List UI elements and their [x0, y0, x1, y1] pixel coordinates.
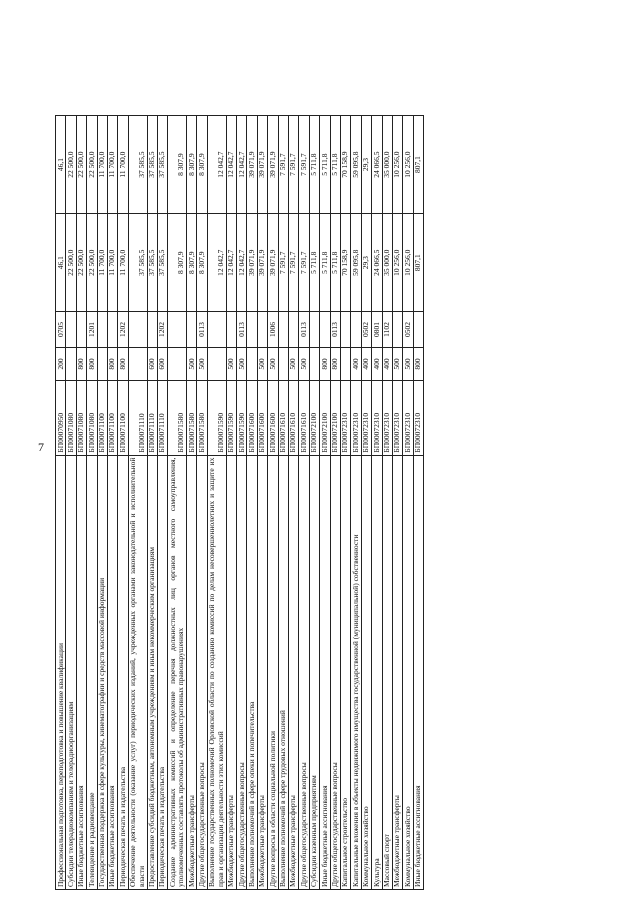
row-target-article-cell: БП00071580 [168, 381, 187, 455]
row-section-cell [351, 312, 361, 348]
row-amount-1-cell: 22 500,0 [76, 214, 86, 312]
row-section-cell: 0113 [237, 312, 247, 348]
table-row [288, 116, 298, 890]
row-amount-1-cell: 5 711,8 [330, 214, 340, 312]
row-amount-2-cell: 7 591,7 [299, 116, 309, 214]
row-target-article-cell: БП00071600 [257, 381, 267, 455]
row-target-article-cell: БП00071610 [278, 381, 288, 455]
row-amount-1-cell: 39 071,9 [268, 214, 278, 312]
row-target-article-cell: БП00072310 [372, 381, 382, 455]
row-amount-2-cell: 70 158,9 [340, 116, 350, 214]
row-section-cell: 0801 [372, 312, 382, 348]
row-amount-2-cell: 46,1 [56, 116, 66, 214]
row-amount-2-cell: 7 591,7 [278, 116, 288, 214]
row-name-cell: Другие общегосударственные вопросы [237, 455, 247, 889]
row-amount-2-cell: 807,1 [413, 116, 423, 214]
row-section-cell: 0113 [330, 312, 340, 348]
row-target-article-cell: БП00071110 [147, 381, 157, 455]
row-expense-type-cell: 800 [76, 347, 86, 380]
row-amount-1-cell: 7 591,7 [278, 214, 288, 312]
row-section-cell: 0705 [56, 312, 66, 348]
row-amount-1-cell: 11 700,0 [97, 214, 107, 312]
row-target-article-cell: БП00071100 [107, 381, 117, 455]
row-amount-2-cell: 37 585,5 [128, 116, 147, 214]
row-expense-type-cell: 800 [320, 347, 330, 380]
table-row [268, 116, 278, 890]
row-amount-1-cell: 37 585,5 [128, 214, 147, 312]
row-name-cell: Другие общегосударственные вопросы [330, 455, 340, 889]
row-name-cell: Другие общегосударственные вопросы [299, 455, 309, 889]
row-amount-2-cell: 8 307,9 [197, 116, 207, 214]
row-amount-1-cell: 8 307,9 [197, 214, 207, 312]
table-row [330, 116, 340, 890]
row-amount-2-cell: 37 585,5 [157, 116, 167, 214]
table-row [107, 116, 117, 890]
row-amount-2-cell: 39 071,9 [268, 116, 278, 214]
row-amount-1-cell: 12 042,7 [237, 214, 247, 312]
row-expense-type-cell [340, 347, 350, 380]
row-amount-2-cell: 24 066,5 [372, 116, 382, 214]
row-amount-2-cell: 5 711,8 [309, 116, 319, 214]
row-amount-1-cell: 8 307,9 [187, 214, 197, 312]
table-row [257, 116, 267, 890]
row-expense-type-cell: 800 [107, 347, 117, 380]
row-section-cell [257, 312, 267, 348]
table-row [66, 116, 76, 890]
row-section-cell: 1202 [118, 312, 128, 348]
table-row [56, 116, 66, 890]
table-row [361, 116, 371, 890]
row-amount-1-cell: 10 256,0 [392, 214, 402, 312]
row-section-cell [168, 312, 187, 348]
row-amount-2-cell: 12 042,7 [237, 116, 247, 214]
row-amount-1-cell: 11 700,0 [118, 214, 128, 312]
row-target-article-cell: БП00072310 [382, 381, 392, 455]
row-amount-1-cell: 35 000,0 [382, 214, 392, 312]
row-name-cell: Капитальное строительство [340, 455, 350, 889]
page-number: 7 [38, 440, 44, 454]
row-expense-type-cell: 800 [87, 347, 97, 380]
row-expense-type-cell: 400 [372, 347, 382, 380]
row-name-cell: Иные бюджетные ассигнования [320, 455, 330, 889]
row-name-cell: Межбюджетные трансферты [392, 455, 402, 889]
row-expense-type-cell: 500 [237, 347, 247, 380]
table-row [197, 116, 207, 890]
table-row [403, 116, 413, 890]
table-row [87, 116, 97, 890]
row-expense-type-cell [168, 347, 187, 380]
row-target-article-cell: БП00072310 [361, 381, 371, 455]
table-row [226, 116, 236, 890]
row-expense-type-cell: 500 [403, 347, 413, 380]
row-amount-2-cell: 10 256,0 [392, 116, 402, 214]
row-expense-type-cell: 500 [257, 347, 267, 380]
row-amount-1-cell: 24 066,5 [372, 214, 382, 312]
table-row [147, 116, 157, 890]
row-expense-type-cell: 600 [157, 347, 167, 380]
row-name-cell: Межбюджетные трансферты [187, 455, 197, 889]
row-target-article-cell: БП00072100 [309, 381, 319, 455]
row-name-cell: Создание административных комиссий и определение перечня должностных лиц органов местного самоуправления, уполномоченных составлять протоколы об административных правонарушениях [168, 455, 187, 889]
row-name-cell: Межбюджетные трансферты [288, 455, 298, 889]
row-section-cell [309, 312, 319, 348]
row-section-cell: 0113 [197, 312, 207, 348]
row-expense-type-cell [309, 347, 319, 380]
row-name-cell: Массовый спорт [382, 455, 392, 889]
row-amount-1-cell: 22 500,0 [66, 214, 76, 312]
row-amount-2-cell: 5 711,8 [330, 116, 340, 214]
row-section-cell [207, 312, 226, 348]
row-target-article-cell: БП00071580 [197, 381, 207, 455]
row-name-cell: Субсидии телерадиокомпаниям и телерадиоорганизациям [66, 455, 76, 889]
row-target-article-cell: БП00071610 [299, 381, 309, 455]
row-name-cell: Обеспечение деятельности (оказание услуг) периодических изданий, учрежденных органами законодательной и исполнительной власти [128, 455, 147, 889]
row-amount-1-cell: 70 158,9 [340, 214, 350, 312]
row-expense-type-cell: 400 [382, 347, 392, 380]
row-amount-1-cell: 37 585,5 [147, 214, 157, 312]
table-row [278, 116, 288, 890]
rotated-page-content [55, 115, 585, 890]
row-name-cell: Выполнение государственных полномочий Орловской области по созданию комиссий по делам несовершеннолетних и защите их прав и организации деятельности этих комиссий [207, 455, 226, 889]
row-amount-2-cell: 5 711,8 [320, 116, 330, 214]
row-name-cell: Другие общегосударственные вопросы [197, 455, 207, 889]
table-row [247, 116, 257, 890]
row-name-cell: Иные бюджетные ассигнования [413, 455, 423, 889]
row-target-article-cell: БП00072100 [320, 381, 330, 455]
row-target-article-cell: БП00071110 [128, 381, 147, 455]
table-row [187, 116, 197, 890]
row-section-cell: 1006 [268, 312, 278, 348]
table-row [207, 116, 226, 890]
table-row [340, 116, 350, 890]
row-name-cell: Капитальные вложения в объекты недвижимого имущества государственной (муниципальной) собственности [351, 455, 361, 889]
row-amount-2-cell: 39 071,9 [247, 116, 257, 214]
row-expense-type-cell: 800 [330, 347, 340, 380]
row-amount-2-cell: 8 307,9 [187, 116, 197, 214]
row-expense-type-cell: 800 [413, 347, 423, 380]
row-expense-type-cell [278, 347, 288, 380]
row-amount-1-cell: 10 256,0 [403, 214, 413, 312]
row-section-cell [392, 312, 402, 348]
table-row [392, 116, 402, 890]
row-name-cell: Иные бюджетные ассигнования [107, 455, 117, 889]
row-amount-2-cell: 11 700,0 [97, 116, 107, 214]
row-amount-1-cell: 22 500,0 [87, 214, 97, 312]
row-section-cell [128, 312, 147, 348]
row-amount-1-cell: 7 591,7 [288, 214, 298, 312]
table-row [128, 116, 147, 890]
table-row [413, 116, 423, 890]
row-expense-type-cell: 500 [392, 347, 402, 380]
row-amount-2-cell: 12 042,7 [226, 116, 236, 214]
row-amount-2-cell: 11 700,0 [107, 116, 117, 214]
budget-table-body [56, 116, 424, 890]
row-name-cell: Другие вопросы в области социальной политики [268, 455, 278, 889]
table-row [76, 116, 86, 890]
row-name-cell: Периодическая печать и издательства [118, 455, 128, 889]
row-section-cell [288, 312, 298, 348]
row-amount-2-cell: 8 307,9 [168, 116, 187, 214]
table-row [351, 116, 361, 890]
row-target-article-cell: БП00071590 [207, 381, 226, 455]
row-target-article-cell: БП00071110 [157, 381, 167, 455]
row-amount-1-cell: 37 585,5 [157, 214, 167, 312]
row-amount-1-cell: 29,3 [361, 214, 371, 312]
row-target-article-cell: БП00071100 [118, 381, 128, 455]
table-row [299, 116, 309, 890]
table-row [372, 116, 382, 890]
budget-table [55, 115, 424, 890]
row-name-cell: Иные бюджетные ассигнования [76, 455, 86, 889]
row-amount-2-cell: 22 500,0 [66, 116, 76, 214]
row-amount-1-cell: 59 095,8 [351, 214, 361, 312]
row-amount-2-cell: 12 042,7 [207, 116, 226, 214]
row-expense-type-cell: 500 [187, 347, 197, 380]
row-name-cell: Выполнение полномочий в сфере трудовых отношений [278, 455, 288, 889]
row-section-cell [413, 312, 423, 348]
row-amount-2-cell: 59 095,8 [351, 116, 361, 214]
row-target-article-cell: БП00071600 [247, 381, 257, 455]
row-expense-type-cell [207, 347, 226, 380]
row-name-cell: Профессиональная подготовка, переподготовка и повышение квалификации [56, 455, 66, 889]
row-amount-1-cell: 46,1 [56, 214, 66, 312]
row-section-cell: 1102 [382, 312, 392, 348]
row-section-cell [340, 312, 350, 348]
table-row [168, 116, 187, 890]
row-expense-type-cell: 400 [361, 347, 371, 380]
row-target-article-cell: БП00072310 [351, 381, 361, 455]
row-amount-1-cell: 7 591,7 [299, 214, 309, 312]
row-amount-2-cell: 22 500,0 [76, 116, 86, 214]
row-target-article-cell: БП00071600 [268, 381, 278, 455]
row-section-cell [278, 312, 288, 348]
row-expense-type-cell [66, 347, 76, 380]
row-expense-type-cell: 800 [118, 347, 128, 380]
row-expense-type-cell [97, 347, 107, 380]
table-row [320, 116, 330, 890]
row-amount-2-cell: 37 585,5 [147, 116, 157, 214]
row-amount-2-cell: 11 700,0 [118, 116, 128, 214]
row-target-article-cell: БП00072310 [413, 381, 423, 455]
row-target-article-cell: БП00071610 [288, 381, 298, 455]
row-name-cell: Выполнение полномочий в сфере опеки и попечительства [247, 455, 257, 889]
row-target-article-cell: БП00071080 [66, 381, 76, 455]
row-section-cell [66, 312, 76, 348]
table-row [309, 116, 319, 890]
row-amount-1-cell: 12 042,7 [207, 214, 226, 312]
row-amount-2-cell: 7 591,7 [288, 116, 298, 214]
row-name-cell: Предоставление субсидий бюджетным, автономным учреждениям и иным некоммерческим организациям [147, 455, 157, 889]
row-target-article-cell: БП00071580 [187, 381, 197, 455]
row-amount-2-cell: 35 000,0 [382, 116, 392, 214]
row-target-article-cell: БП00070950 [56, 381, 66, 455]
row-amount-2-cell: 10 256,0 [403, 116, 413, 214]
row-amount-1-cell: 8 307,9 [168, 214, 187, 312]
row-amount-1-cell: 807,1 [413, 214, 423, 312]
row-name-cell: Межбюджетные трансферты [257, 455, 267, 889]
row-name-cell: Государственная поддержка в сфере культуры, кинематографии и средств массовой информации [97, 455, 107, 889]
row-section-cell [320, 312, 330, 348]
row-amount-1-cell: 39 071,9 [247, 214, 257, 312]
row-target-article-cell: БП00071100 [97, 381, 107, 455]
row-expense-type-cell [128, 347, 147, 380]
row-section-cell [107, 312, 117, 348]
table-row [97, 116, 107, 890]
row-section-cell [97, 312, 107, 348]
row-expense-type-cell: 500 [288, 347, 298, 380]
row-section-cell [147, 312, 157, 348]
row-target-article-cell: БП00072310 [403, 381, 413, 455]
row-target-article-cell: БП00071080 [87, 381, 97, 455]
row-target-article-cell: БП00072100 [330, 381, 340, 455]
row-section-cell: 1201 [87, 312, 97, 348]
row-name-cell: Субсидии казенным предприятиям [309, 455, 319, 889]
row-expense-type-cell: 600 [147, 347, 157, 380]
row-amount-1-cell: 5 711,8 [309, 214, 319, 312]
table-row [118, 116, 128, 890]
table-row [237, 116, 247, 890]
row-section-cell [76, 312, 86, 348]
row-section-cell [187, 312, 197, 348]
row-expense-type-cell: 200 [56, 347, 66, 380]
row-target-article-cell: БП00071080 [76, 381, 86, 455]
row-amount-2-cell: 29,3 [361, 116, 371, 214]
row-target-article-cell: БП00072310 [340, 381, 350, 455]
row-expense-type-cell: 500 [299, 347, 309, 380]
table-row [157, 116, 167, 890]
row-name-cell: Телевидение и радиовещание [87, 455, 97, 889]
row-amount-2-cell: 39 071,9 [257, 116, 267, 214]
row-section-cell [226, 312, 236, 348]
row-section-cell: 0502 [403, 312, 413, 348]
row-target-article-cell: БП00071590 [237, 381, 247, 455]
table-row [382, 116, 392, 890]
row-name-cell: Межбюджетные трансферты [226, 455, 236, 889]
row-section-cell [247, 312, 257, 348]
row-section-cell: 1202 [157, 312, 167, 348]
row-expense-type-cell: 500 [197, 347, 207, 380]
row-expense-type-cell: 500 [268, 347, 278, 380]
row-amount-1-cell: 39 071,9 [257, 214, 267, 312]
row-name-cell: Коммунальное хозяйство [361, 455, 371, 889]
row-name-cell: Коммунальное хозяйство [403, 455, 413, 889]
row-name-cell: Культура [372, 455, 382, 889]
row-amount-1-cell: 11 700,0 [107, 214, 117, 312]
row-amount-1-cell: 12 042,7 [226, 214, 236, 312]
row-target-article-cell: БП00072310 [392, 381, 402, 455]
row-section-cell: 0502 [361, 312, 371, 348]
row-expense-type-cell: 500 [226, 347, 236, 380]
row-expense-type-cell: 400 [351, 347, 361, 380]
row-target-article-cell: БП00071590 [226, 381, 236, 455]
row-amount-2-cell: 22 500,0 [87, 116, 97, 214]
row-amount-1-cell: 5 711,8 [320, 214, 330, 312]
row-name-cell: Периодическая печать и издательства [157, 455, 167, 889]
row-expense-type-cell [247, 347, 257, 380]
row-section-cell: 0113 [299, 312, 309, 348]
